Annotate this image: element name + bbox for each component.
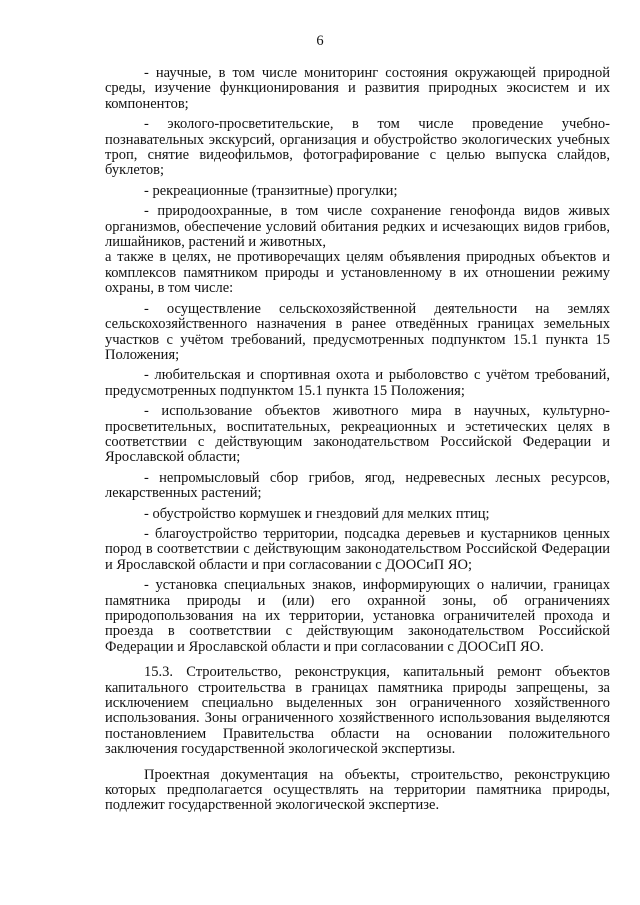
paragraph-other-purposes: а также в целях, не противоречащих целям объявления природных объектов и комплексов памятником природы и установленному в их отношении режиму охраны, в том числе: bbox=[105, 249, 610, 297]
list-item-scientific: - научные, в том числе мониторинг состояния окружающей природной среды, изучение функционирования и развития природных экосистем и их компонентов; bbox=[105, 65, 610, 112]
list-item-landscaping: - благоустройство территории, подсадка деревьев и кустарников ценных пород в соответствии с действующим законодательством Российской Федерации и Ярославской области и при согласовании с ДООСиП ЯО; bbox=[105, 525, 610, 573]
list-item-educational: - эколого-просветительские, в том числе проведение учебно-познавательных экскурсий, организация и обустройство экологических учебных троп, снятие видеофильмов, фотографирование с целью выпуска слайдов, буклетов; bbox=[105, 116, 610, 179]
list-item-signage: - установка специальных знаков, информирующих о наличии, границах памятника природы и (или) его охранной зоны, об ограничениях природопользования на их территории, установка ограничителей прохода и проезда в соответствии с действующим законодательством Российской Федерации и Ярославской области и при согласовании с ДООСиП ЯО. bbox=[105, 577, 610, 655]
list-item-wildlife-use: - использование объектов животного мира в научных, культурно-просветительных, воспитательных, рекреационных и эстетических целях в соответствии с действующим законодательством Российской Федерации и Ярославской области; bbox=[105, 403, 610, 466]
list-item-hunting-fishing: - любительская и спортивная охота и рыболовство с учётом требований, предусмотренных подпунктом 15.1 пункта 15 Положения; bbox=[105, 367, 610, 399]
clause-15-3: 15.3. Строительство, реконструкция, капитальный ремонт объектов капитального строительства в границах памятника природы запрещены, за исключением специально выделенных зон ограниченного хозяйственного использования. Зоны ограниченного хозяйственного использования выделяются постановлением Правительства области на основании положительного заключения государственной экологической экспертизы. bbox=[105, 664, 610, 758]
list-item-conservation: - природоохранные, в том числе сохранение генофонда видов живых организмов, обеспечение условий обитания редких и исчезающих видов грибов, лишайников, растений и животных, bbox=[105, 203, 610, 251]
paragraph-project-documentation: Проектная документация на объекты, строительство, реконструкцию которых предполагается осуществлять на территории памятника природы, подлежит государственной экологической экспертизе. bbox=[105, 766, 610, 814]
page-number: 6 bbox=[316, 33, 324, 49]
list-item-agriculture: - осуществление сельскохозяйственной деятельности на землях сельскохозяйственного назначения в ранее отведённых границах земельных участков с учётом требований, предусмотренных подпунктом 15.1 пункта 15 Положения; bbox=[105, 300, 610, 363]
document-body bbox=[105, 66, 610, 814]
list-item-gathering: - непромысловый сбор грибов, ягод, недревесных лесных ресурсов, лекарственных растений; bbox=[105, 469, 610, 502]
list-item-bird-feeders: - обустройство кормушек и гнездовий для мелких птиц; bbox=[144, 505, 490, 522]
list-item-recreational-walks: - рекреационные (транзитные) прогулки; bbox=[144, 182, 398, 199]
